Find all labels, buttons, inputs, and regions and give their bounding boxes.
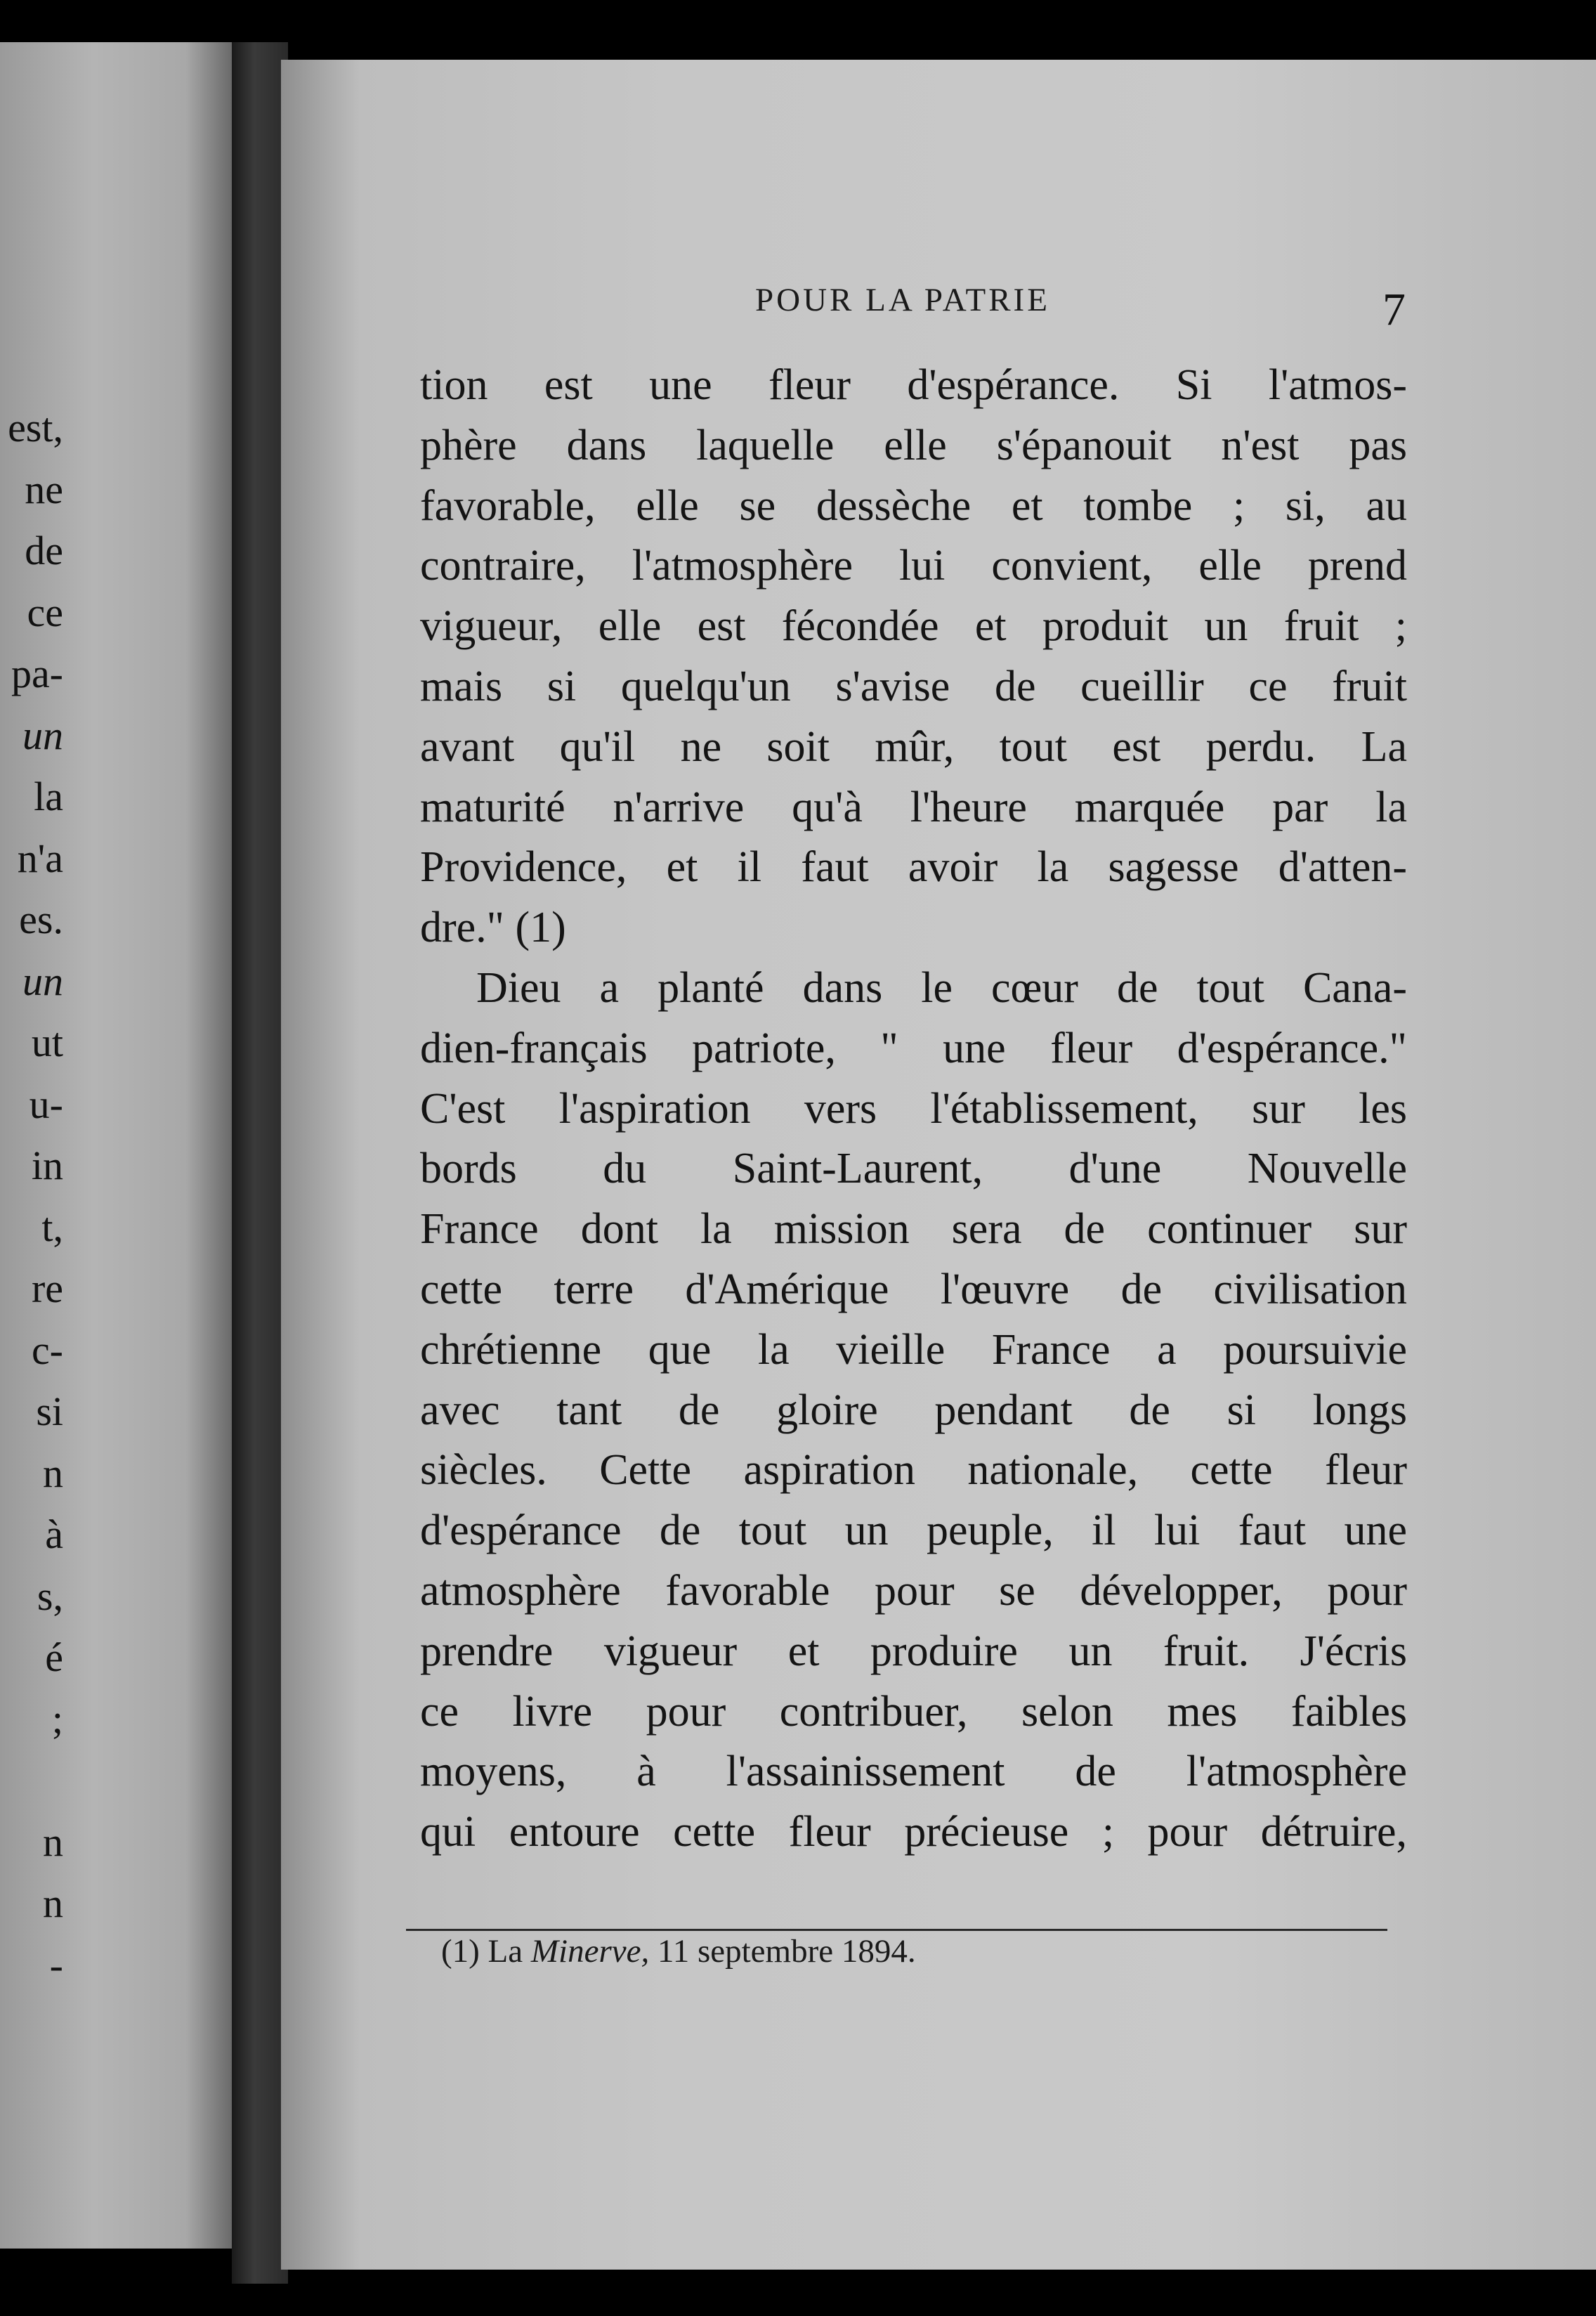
edge-line: in bbox=[31, 1143, 63, 1188]
edge-line: si bbox=[36, 1388, 63, 1434]
text-line: d'espérance de tout un peuple, il lui faut une bbox=[420, 1507, 1407, 1555]
text-line: tion est une fleur d'espérance. Si l'atmos- bbox=[420, 361, 1407, 409]
edge-line: c- bbox=[31, 1327, 63, 1373]
text-line: favorable, elle se dessèche et tombe ; si, au bbox=[420, 481, 1407, 530]
book-gutter bbox=[232, 42, 288, 2284]
page-number: 7 bbox=[1382, 284, 1406, 335]
edge-line: re bbox=[31, 1266, 63, 1311]
edge-line: es. bbox=[19, 897, 63, 942]
left-facing-page bbox=[0, 42, 232, 2249]
text-line: bords du Saint-Laurent, d'une Nouvelle bbox=[420, 1145, 1407, 1193]
text-line: siècles. Cette aspiration nationale, cette fleur bbox=[420, 1446, 1407, 1495]
footnote-rule bbox=[406, 1929, 1387, 1931]
footnote bbox=[441, 1932, 916, 1970]
edge-line: pa- bbox=[11, 651, 63, 696]
footnote-source: Minerve, bbox=[530, 1933, 650, 1970]
edge-line: ne bbox=[25, 466, 63, 512]
text-line: atmosphère favorable pour se développer, pour bbox=[420, 1566, 1407, 1615]
edge-line: est, bbox=[8, 405, 63, 450]
edge-line bbox=[0, 1750, 63, 1811]
edge-line: n bbox=[43, 1450, 63, 1496]
text-line: France dont la mission sera de continuer sur bbox=[420, 1205, 1407, 1254]
text-line: moyens, à l'assainissement de l'atmosphère bbox=[420, 1748, 1407, 1796]
text-line: prendre vigueur et produire un fruit. J'écris bbox=[420, 1627, 1407, 1675]
left-page-edge-text bbox=[0, 397, 63, 1996]
edge-line: à bbox=[45, 1511, 63, 1557]
footnote-date: 11 septembre 1894. bbox=[657, 1933, 916, 1970]
text-line: qui entoure cette fleur précieuse ; pour détruire, bbox=[420, 1808, 1407, 1856]
text-line: Dieu a planté dans le cœur de tout Cana- bbox=[476, 963, 1407, 1012]
text-line: dre." (1) bbox=[420, 904, 566, 952]
text-line: contraire, l'atmosphère lui convient, elle prend bbox=[420, 542, 1407, 590]
edge-line: n bbox=[43, 1819, 63, 1865]
edge-line: ce bbox=[27, 589, 63, 635]
footnote-marker: (1) La bbox=[441, 1933, 523, 1970]
running-head: POUR LA PATRIE bbox=[755, 282, 1050, 318]
text-line: avec tant de gloire pendant de si longs bbox=[420, 1386, 1407, 1434]
text-line: avant qu'il ne soit mûr, tout est perdu. La bbox=[420, 722, 1407, 771]
edge-line: ut bbox=[31, 1020, 63, 1065]
edge-line: n bbox=[43, 1880, 63, 1926]
edge-line: ; bbox=[51, 1696, 63, 1742]
edge-line: de bbox=[25, 528, 63, 573]
edge-line: é bbox=[45, 1634, 63, 1680]
body-text bbox=[420, 356, 1407, 1863]
text-line: dien-français patriote, " une fleur d'espérance." bbox=[420, 1024, 1407, 1072]
edge-line: la bbox=[34, 774, 63, 819]
text-line: cette terre d'Amérique l'œuvre de civilisation bbox=[420, 1265, 1407, 1313]
text-line: Providence, et il faut avoir la sagesse d'atten- bbox=[420, 843, 1407, 892]
text-line: C'est l'aspiration vers l'établissement, sur les bbox=[420, 1084, 1407, 1133]
edge-line: t, bbox=[41, 1204, 63, 1250]
edge-line: u- bbox=[29, 1081, 63, 1127]
text-line: mais si quelqu'un s'avise de cueillir ce fruit bbox=[420, 662, 1407, 710]
text-line: vigueur, elle est fécondée et produit un fruit ; bbox=[420, 602, 1407, 651]
edge-line: un bbox=[22, 958, 63, 1004]
text-line: chrétienne que la vieille France a poursuivie bbox=[420, 1325, 1407, 1374]
text-line: ce livre pour contribuer, selon mes faibles bbox=[420, 1687, 1407, 1736]
edge-line: s, bbox=[37, 1573, 63, 1619]
edge-line: n'a bbox=[17, 835, 63, 881]
edge-line: - bbox=[49, 1941, 63, 1988]
text-line: maturité n'arrive qu'à l'heure marquée par la bbox=[420, 783, 1407, 831]
text-line: phère dans laquelle elle s'épanouit n'est pas bbox=[420, 421, 1407, 469]
edge-line: un bbox=[22, 712, 63, 758]
